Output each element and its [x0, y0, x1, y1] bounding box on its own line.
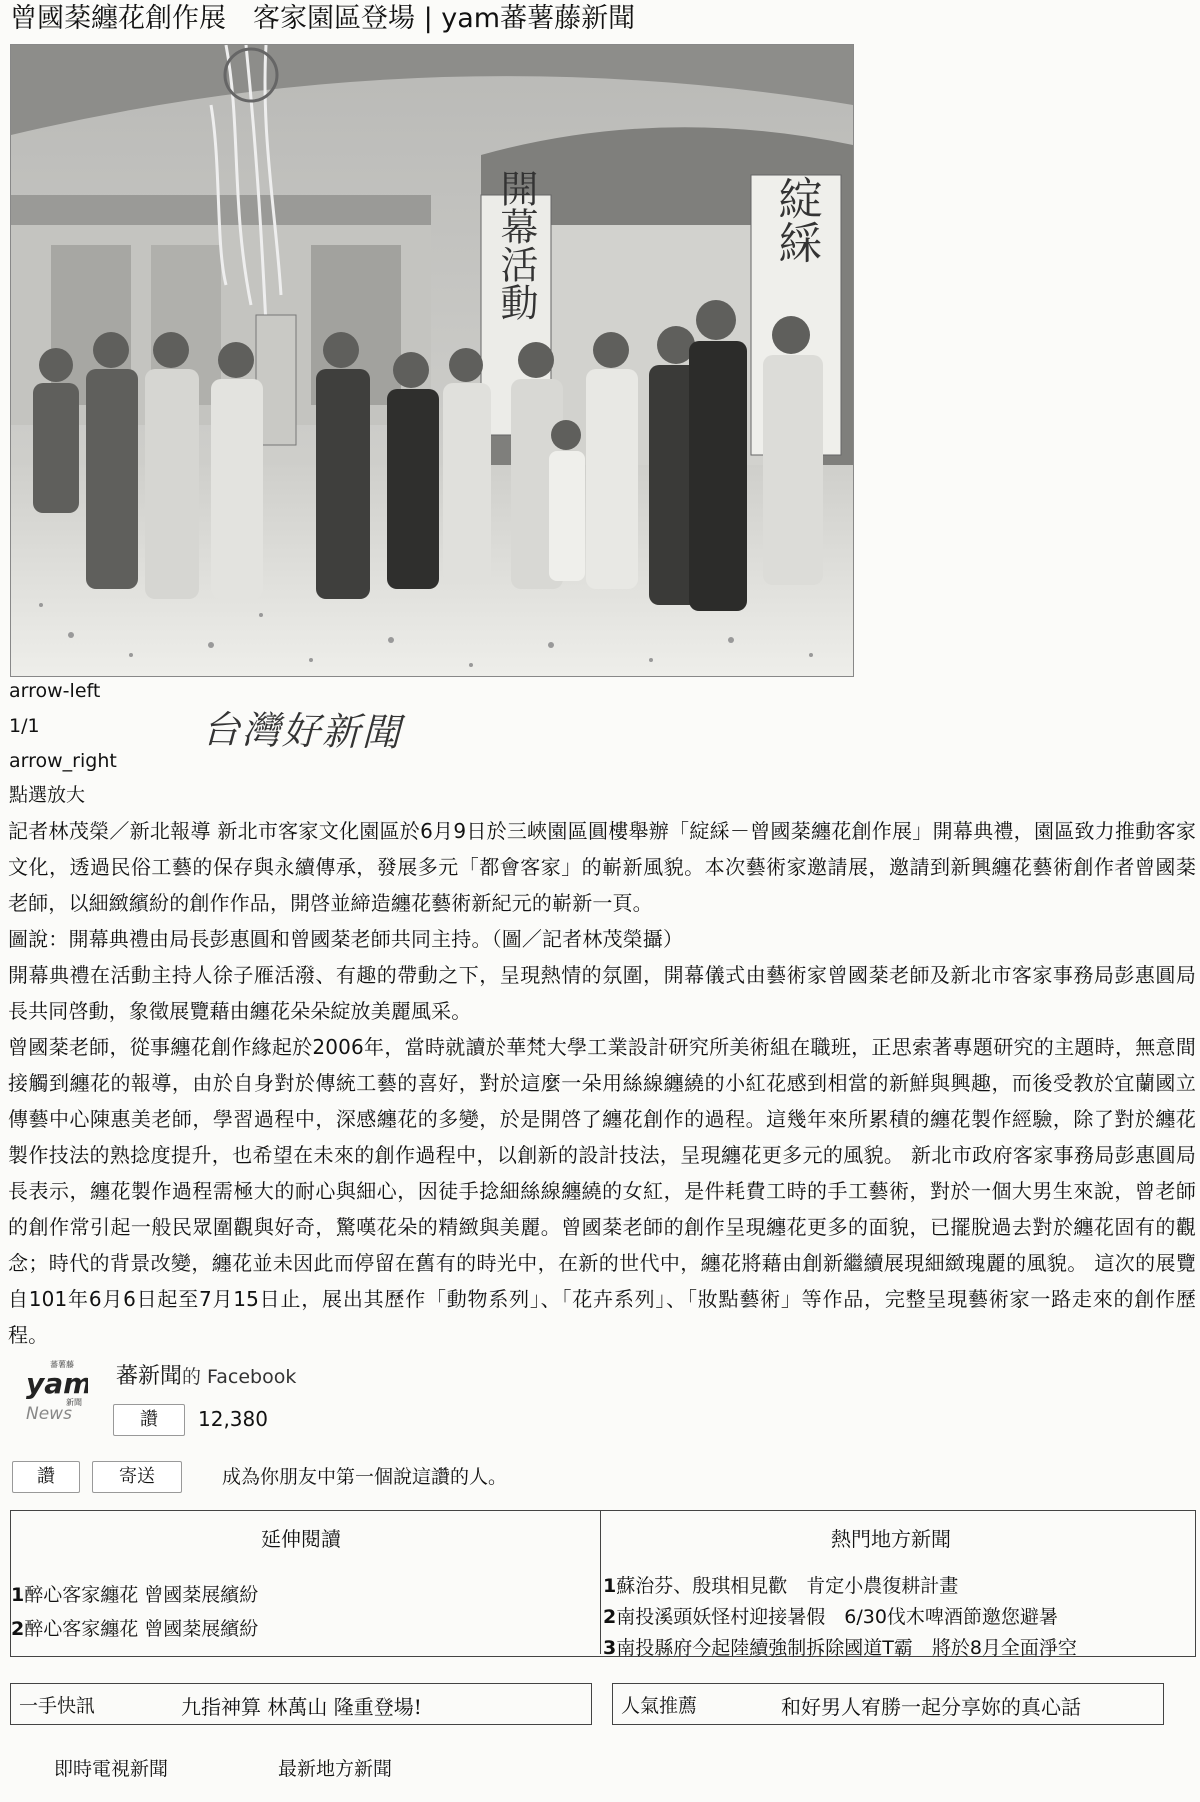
related-news-box — [10, 1510, 1196, 1657]
banner-left-text: 開幕活動 — [494, 169, 538, 321]
handwritten-note: 台灣好新聞 — [201, 707, 403, 755]
zoom-link[interactable]: 點選放大 — [9, 784, 86, 806]
popular-recommend-link[interactable]: 和好男人宥勝一起分享妳的真心話 — [781, 1695, 1081, 1719]
svg-text:yam: yam — [26, 1367, 88, 1400]
yam-logo-icon — [24, 1357, 88, 1425]
list-item[interactable]: 2醉心客家纏花 曾國棻展繽紛 — [11, 1618, 259, 1640]
related-reading-heading: 延伸閱讀 — [261, 1527, 341, 1551]
gallery-prev[interactable]: arrow-left — [9, 680, 101, 702]
article-photo[interactable] — [10, 44, 854, 677]
facebook-title-suffix: 的 Facebook — [182, 1366, 297, 1388]
list-item[interactable]: 3南投縣府今起陸續強制拆除國道T霸 將於8月全面淨空 — [603, 1637, 1077, 1659]
like-count-button[interactable]: 讚 — [113, 1404, 185, 1436]
gallery-counter: 1/1 — [9, 715, 40, 737]
banner-right-text: 綻綵 — [770, 176, 822, 264]
svg-text:蕃薯藤: 蕃薯藤 — [50, 1360, 74, 1369]
yam-news-logo[interactable] — [24, 1357, 88, 1425]
quick-news-box[interactable] — [10, 1683, 592, 1725]
article-paragraph: 曾國棻老師，從事纏花創作緣起於2006年，當時就讀於華梵大學工業設計研究所美術組在職班，正思索著專題研究的主題時，無意間接觸到纏花的報導，由於自身對於傳統工藝的喜好，對於這麼一朵用絲線纏繞的小紅花感到相當的新鮮與興趣，而後受教於宜蘭國立傳藝中心陳惠美老師，學習過程中，深感纏花的多變，於是開啓了纏花創作的過程。這幾年來所累積的纏花製作經驗，除了對於纏花製作技法的熟捻度提升，也希望在未來的創作過程中，以創新的設計技法，呈現纏花更多元的風貌。 新北市政府客家事務局彭惠圓局長表示，纏花製作過程需極大的耐心與細心，因徒手捻細絲線纏繞的女紅，是件耗費工時的手工藝術，對於一個大男生來說，曾老師的創作常引起一般民眾圍觀與好奇，驚嘆花朵的精緻與美麗。曾國棻老師的創作呈現纏花更多的面貌，已擺脫過去對於纏花固有的觀念；時代的背景改變，纏花並未因此而停留在舊有的時光中，在新的世代中，纏花將藉由創新繼續展現細緻瑰麗的風貌。 這次的展覽自101年6月6日起至7月15日止，展出其歷作「動物系列」、「花卉系列」、「妝點藝術」等作品，完整呈現藝術家一路走來的創作歷程。 — [8, 1035, 1196, 1347]
quick-news-link[interactable]: 九指神算 林萬山 隆重登場! — [181, 1695, 422, 1719]
article-paragraph: 記者林茂榮／新北報導 新北市客家文化園區於6月9日於三峽園區圓樓舉辦「綻綵－曾國棻纏花創作展」開幕典禮，園區致力推動客家文化，透過民俗工藝的保存與永續傳承，發展多元「都會客家」的嶄新風貌。本次藝術家邀請展，邀請到新興纏花藝術創作者曾國棻老師，以細緻繽紛的創作作品，開啓並締造纏花藝術新紀元的嶄新一頁。 — [8, 819, 1196, 915]
footer-nav-live-tv[interactable]: 即時電視新聞 — [54, 1758, 169, 1780]
popular-recommend-label: 人氣推薦 — [621, 1695, 698, 1717]
column-divider — [600, 1511, 601, 1654]
popular-recommend-box[interactable] — [612, 1683, 1164, 1725]
page-title: 曾國棻纏花創作展 客家園區登場 | yam蕃薯藤新聞 — [10, 3, 636, 34]
photo-caption: 圖說：開幕典禮由局長彭惠圓和曾國棻老師共同主持。（圖／記者林茂榮攝） — [8, 927, 684, 951]
facebook-page-name[interactable]: 蕃新聞 — [116, 1364, 183, 1389]
facebook-title[interactable] — [116, 1359, 296, 1390]
like-count: 12,380 — [198, 1407, 268, 1431]
photo-illustration — [11, 45, 853, 676]
quick-news-label: 一手快訊 — [19, 1695, 96, 1717]
list-item[interactable]: 2南投溪頭妖怪村迎接暑假 6/30伐木啤酒節邀您避暑 — [603, 1606, 1058, 1628]
list-item[interactable]: 1醉心客家纏花 曾國棻展繽紛 — [11, 1584, 259, 1606]
like-first-text: 成為你朋友中第一個說這讚的人。 — [222, 1466, 508, 1488]
article-body — [8, 813, 1196, 1353]
svg-text:新聞: 新聞 — [66, 1398, 82, 1407]
send-button[interactable]: 寄送 — [92, 1461, 182, 1493]
article-paragraph: 開幕典禮在活動主持人徐子雁活潑、有趣的帶動之下，呈現熱情的氛圍，開幕儀式由藝術家曾國棻老師及新北市客家事務局彭惠圓局長共同啓動，象徵展覽藉由纏花朵朵綻放美麗風采。 — [8, 963, 1196, 1023]
gallery-next[interactable]: arrow_right — [9, 750, 117, 772]
hot-local-news-heading: 熱門地方新聞 — [831, 1527, 951, 1551]
footer-nav-local-news[interactable]: 最新地方新聞 — [278, 1758, 393, 1780]
list-item[interactable]: 1蘇治芬、殷琪相見歡 肯定小農復耕計畫 — [603, 1575, 959, 1597]
svg-text:News: News — [26, 1404, 72, 1424]
like-button[interactable]: 讚 — [12, 1461, 80, 1493]
